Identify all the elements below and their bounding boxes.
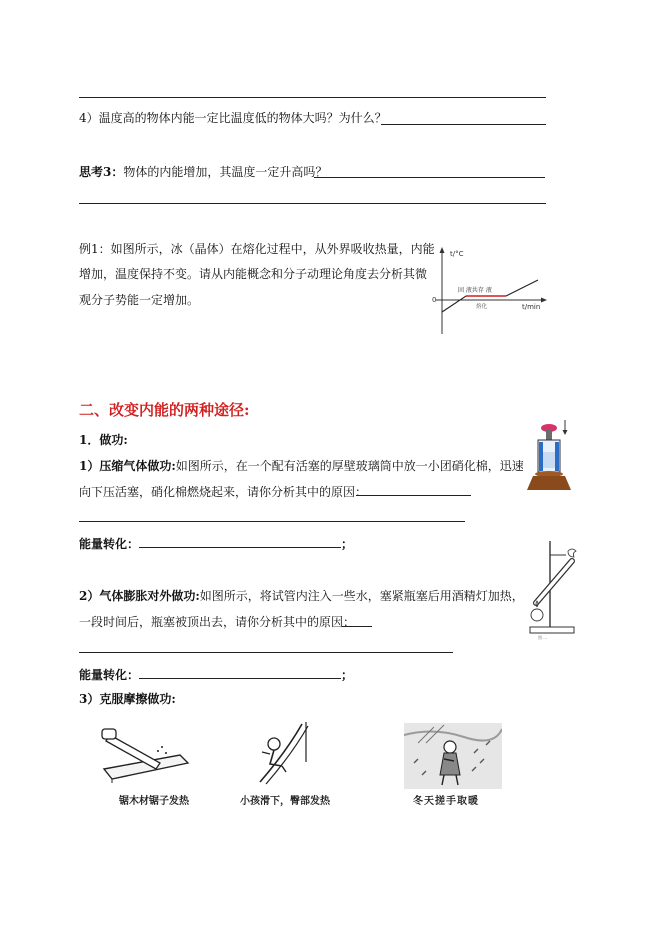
- example-1-line3: 观分子势能一定增加。: [79, 293, 200, 307]
- compress-text1: 如图所示，在一个配有活塞的厚壁玻璃筒中放一小团硝化棉，迅速: [175, 459, 524, 473]
- below-label: 熔化: [476, 304, 488, 310]
- section-2-title: 二、改变内能的两种途径:: [79, 401, 250, 419]
- wooden-base: [527, 476, 571, 490]
- question-4: [79, 110, 387, 126]
- example-1-line1: 例1：如图所示，冰（晶体）在熔化过程中，从外界吸收热量，内能: [79, 242, 435, 256]
- alcohol-lamp: [531, 609, 543, 621]
- x-axis-arrow: [541, 298, 547, 303]
- child-icon: [268, 738, 280, 750]
- caption-rubbing-hands: 冬天搓手取暖: [413, 796, 479, 807]
- energy-1-label: 能量转化：: [79, 537, 140, 551]
- svg-text:图 ...: 图 ...: [538, 635, 548, 640]
- energy-1-end: ；: [341, 537, 354, 551]
- answer-line: [381, 124, 546, 125]
- child-slide-image: [246, 722, 312, 788]
- think-3-label: 思考3：: [79, 165, 124, 179]
- compress-line2: 向下压活塞，硝化棉燃烧起来，请你分析其中的原因：: [79, 485, 368, 499]
- answer-line: [79, 521, 465, 522]
- friction-heading: 3）克服摩擦做功:: [79, 692, 176, 706]
- energy-1-blank: [139, 535, 341, 548]
- x-axis-label: t/min: [522, 303, 541, 311]
- answer-line: [79, 97, 546, 98]
- expand-line1: [79, 588, 524, 604]
- stand-base: [530, 627, 574, 633]
- sawing-wood-image: [100, 725, 192, 785]
- energy-2-label: 能量转化：: [79, 668, 140, 682]
- piston-cylinder-image: [527, 418, 575, 494]
- compress-label: 1）压缩气体做功:: [79, 459, 176, 473]
- expand-label: 2）气体膨胀对外做功:: [79, 589, 200, 603]
- think-3-text: 物体的内能增加，其温度一定升高吗？: [123, 165, 328, 179]
- caption-slide: 小孩滑下，臀部发热: [240, 796, 330, 807]
- expand-text1: 如图所示，将试管内注入一些水，塞紧瓶塞后用酒精灯加热，: [199, 589, 524, 603]
- segment-label: 固 液共存 液: [458, 287, 492, 294]
- answer-line: [342, 626, 372, 627]
- think-3: [79, 164, 327, 180]
- answer-line: [314, 177, 545, 178]
- melting-graph: [428, 244, 550, 336]
- work-heading: 1．做功:: [79, 433, 128, 447]
- steam-icon: [568, 549, 576, 557]
- energy-2: [79, 666, 353, 683]
- origin-label: 0: [432, 296, 437, 304]
- question-4-text: 4）温度高的物体内能一定比温度低的物体大吗？为什么？: [79, 111, 387, 125]
- energy-1: [79, 535, 353, 552]
- answer-line: [79, 652, 453, 653]
- expand-line2: 一段时间后，瓶塞被顶出去，请你分析其中的原因：: [79, 615, 356, 629]
- example-1-line2: 增加，温度保持不变。请从内能概念和分子动理论角度去分析其微: [79, 267, 428, 281]
- person-icon: [444, 741, 456, 753]
- energy-2-blank: [139, 666, 341, 679]
- energy-2-end: ；: [341, 668, 354, 682]
- compress-line1: [79, 458, 524, 474]
- answer-line: [356, 495, 471, 496]
- answer-line: [79, 203, 546, 204]
- rubbing-hands-image: [404, 723, 502, 789]
- y-axis-arrow: [440, 247, 445, 253]
- test-tube-apparatus-image: [522, 537, 580, 641]
- y-axis-label: t/°C: [450, 250, 464, 258]
- caption-sawing: 锯木材锯子发热: [119, 796, 189, 807]
